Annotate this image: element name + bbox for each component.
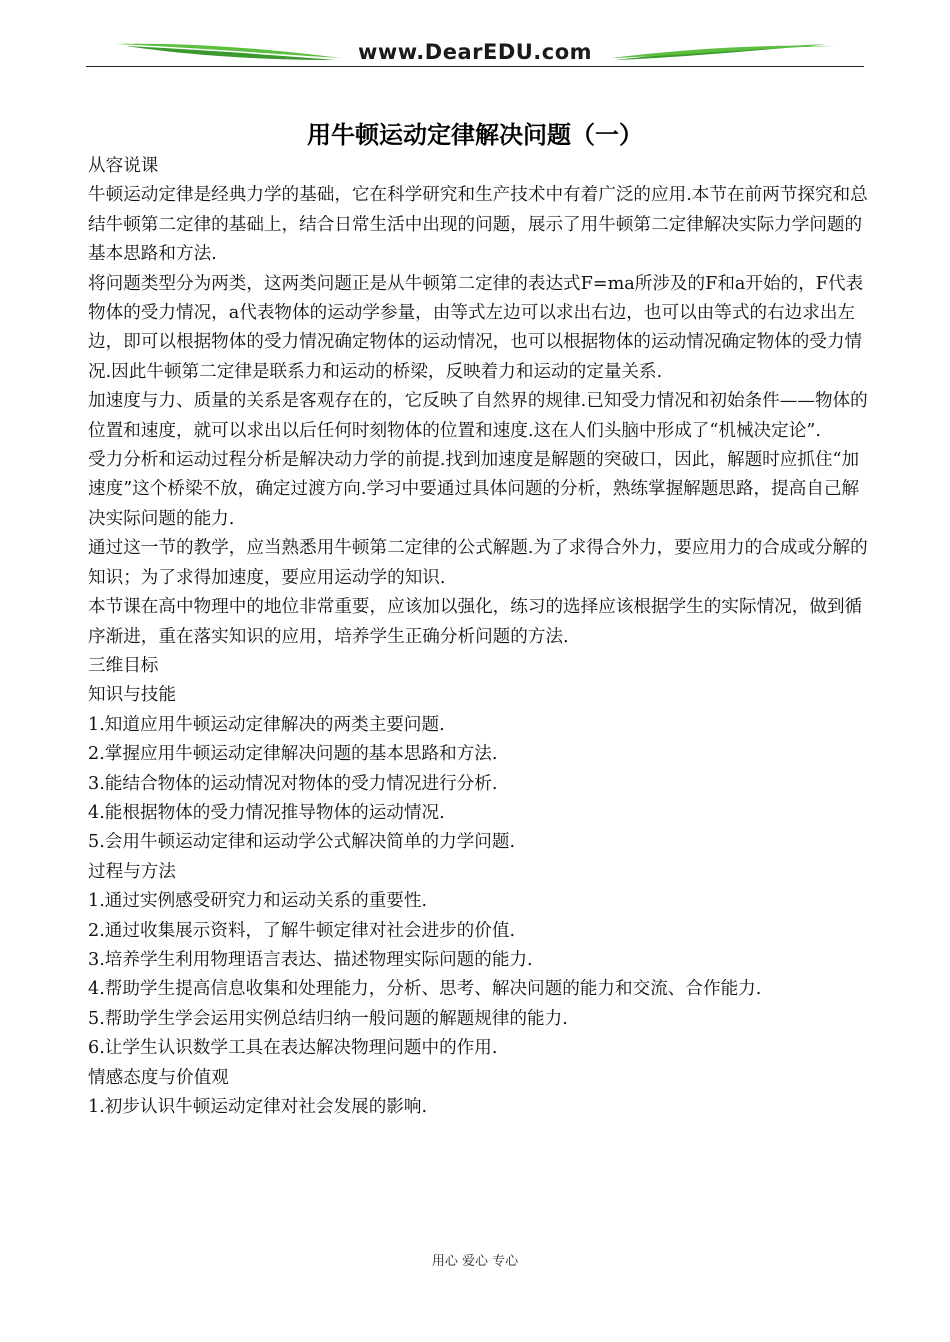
paragraph: 4.能根据物体的受力情况推导物体的运动情况. xyxy=(88,802,445,823)
paragraph: 4.帮助学生提高信息收集和处理能力，分析、思考、解决问题的能力和交流、合作能力. xyxy=(88,979,762,1000)
header-divider xyxy=(86,66,864,67)
paragraph: 加速度与力、质量的关系是客观存在的，它反映了自然界的规律.已知受力情况和初始条件——物体的位置和速度，就可以求出以后任何时刻物体的位置和速度.这在人们头脑中形成了“机械决定论”. xyxy=(88,391,868,441)
site-logo: www.DearEDU.com xyxy=(357,40,593,64)
site-header xyxy=(86,36,864,70)
footer-motto: 用心 爱心 专心 xyxy=(431,1254,519,1269)
paragraph: 2.通过收集展示资料，了解牛顿定律对社会进步的价值. xyxy=(88,920,516,941)
paragraph: 知识与技能 xyxy=(88,685,176,706)
paragraph: 情感态度与价值观 xyxy=(88,1067,229,1088)
paragraph: 从容说课 xyxy=(88,156,159,176)
page-title: 用牛顿运动定律解决问题（一） xyxy=(307,121,643,149)
document-body xyxy=(88,152,868,1122)
paragraph: 5.帮助学生学会运用实例总结归纳一般问题的解题规律的能力. xyxy=(88,1008,568,1029)
paragraph: 通过这一节的教学，应当熟悉用牛顿第二定律的公式解题.为了求得合外力，要应用力的合成或分解的知识；为了求得加速度，要应用运动学的知识. xyxy=(88,538,868,588)
paragraph: 受力分析和运动过程分析是解决动力学的前提.找到加速度是解题的突破口，因此，解题时应抓住“加速度”这个桥梁不放，确定过渡方向.学习中要通过具体问题的分析，熟练掌握解题思路，提高自己解决实际问题的能力. xyxy=(88,450,860,529)
paragraph: 过程与方法 xyxy=(88,861,176,882)
paragraph: 1.初步认识牛顿运动定律对社会发展的影响. xyxy=(88,1097,428,1117)
paragraph: 牛顿运动定律是经典力学的基础，它在科学研究和生产技术中有着广泛的应用.本节在前两节探究和总结牛顿第二定律的基础上，结合日常生活中出现的问题，展示了用牛顿第二定律解决实际力学问题的基本思路和方法. xyxy=(88,185,868,265)
paragraph: 3.培养学生利用物理语言表达、描述物理实际问题的能力. xyxy=(88,949,533,970)
paragraph: 三维目标 xyxy=(88,655,159,676)
paragraph: 1.通过实例感受研究力和运动关系的重要性. xyxy=(88,891,428,912)
paragraph: 1.知道应用牛顿运动定律解决的两类主要问题. xyxy=(88,714,445,735)
paragraph: 6.让学生认识数学工具在表达解决物理问题中的作用. xyxy=(88,1038,498,1059)
paragraph: 5.会用牛顿运动定律和运动学公式解决简单的力学问题. xyxy=(88,832,516,853)
paragraph: 将问题类型分为两类，这两类问题正是从牛顿第二定律的表达式F=ma所涉及的F和a开始的，F代表物体的受力情况，a代表物体的运动学参量，由等式左边可以求出右边，也可以由等式的右边求出左边，即可以根据物体的受力情况确定物体的运动情况，也可以根据物体的运动情况确定物体的受力情况.因此牛顿第二定律是联系力和运动的桥梁，反映着力和运动的定量关系. xyxy=(88,273,864,382)
paragraph: 2.掌握应用牛顿运动定律解决问题的基本思路和方法. xyxy=(88,744,498,765)
paragraph: 3.能结合物体的运动情况对物体的受力情况进行分析. xyxy=(88,773,498,794)
paragraph: 本节课在高中物理中的地位非常重要，应该加以强化，练习的选择应该根据学生的实际情况，做到循序渐进，重在落实知识的应用，培养学生正确分析问题的方法. xyxy=(88,597,863,647)
